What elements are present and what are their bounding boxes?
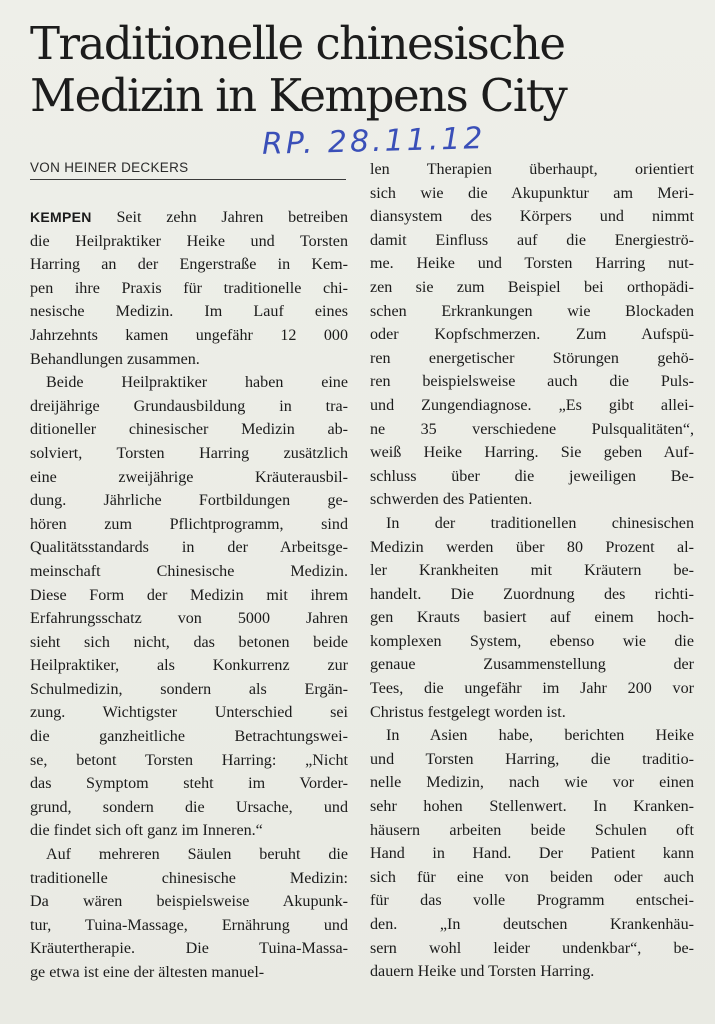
article-line: Jahrzehnts kamen ungefähr 12 000 — [30, 326, 348, 344]
article-line: Qualitätsstandards in der Arbeitsge- — [30, 539, 348, 557]
article-line: Tees, die ungefähr im Jahr 200 vor — [370, 680, 694, 698]
article-line: eine zweijährige Kräuterausbil- — [30, 468, 348, 486]
article-line: zung. Wichtigster Unterschied sei — [30, 704, 348, 722]
article-line: und Zungendiagnose. „Es gibt allei- — [370, 396, 694, 414]
article-line: Diese Form der Medizin mit ihrem — [30, 586, 348, 604]
article-line: sieht sich nicht, das betonen beide — [30, 633, 348, 651]
article-line: handelt. Die Zuordnung des richti- — [370, 585, 694, 603]
article-line: damit Einfluss auf die Energieströ- — [370, 231, 694, 249]
article-line: zen sie zum Beispiel bei orthopädi- — [370, 278, 694, 296]
article-line: pen ihre Praxis für traditionelle chi- — [30, 279, 348, 297]
headline-line-2: Medizin in Kempens City — [30, 69, 567, 122]
article-column-right — [370, 158, 694, 984]
article-line: ren energetischer Störungen gehö- — [370, 349, 694, 367]
article-line: nelle Medizin, nach wie vor einen — [370, 774, 694, 792]
article-line: tur, Tuina-Massage, Ernährung und — [30, 916, 348, 934]
article-line: sehr hohen Stellenwert. In Kranken- — [370, 798, 694, 816]
article-line: In der traditionellen chinesischen — [386, 514, 694, 532]
article-line: solviert, Torsten Harring zusätzlich — [30, 444, 348, 462]
article-line: grund, sondern die Ursache, und — [30, 798, 348, 816]
article-line: die findet sich oft ganz im Inneren.“ — [30, 822, 263, 840]
article-line: Behandlungen zusammen. — [30, 350, 200, 368]
article-line: sich für eine von beiden oder auch — [370, 868, 694, 886]
article-line: nesische Medizin. Im Lauf eines — [30, 303, 348, 321]
article-line: für das volle Programm entschei- — [370, 892, 694, 910]
article-line: Kräutertherapie. Die Tuina-Massa- — [30, 940, 348, 958]
article-line: schen Erkrankungen wie Blockaden — [370, 302, 694, 320]
article-line: weiß Heike Harring. Sie geben Auf- — [370, 444, 694, 462]
article-paragraph — [30, 206, 348, 371]
article-line: Medizin werden über 80 Prozent al- — [370, 538, 694, 556]
article-line: das Symptom steht im Vorder- — [30, 775, 348, 793]
headline-line-1: Traditionelle chinesische — [30, 17, 565, 70]
article-line: ne 35 verschiedene Pulsqualitäten“, — [370, 420, 694, 438]
article-line: traditionelle chinesische Medizin: — [30, 869, 348, 887]
article-line: In Asien habe, berichten Heike — [386, 727, 694, 745]
article-line: Heilpraktiker, als Konkurrenz zur — [30, 657, 348, 675]
article-line: sich wie die Akupunktur am Meri- — [370, 184, 694, 202]
article-line: genaue Zusammenstellung der — [370, 656, 694, 674]
article-paragraph — [30, 843, 348, 985]
article-line: diansystem des Körpers und nimmt — [370, 208, 694, 226]
article-line: meinschaft Chinesische Medizin. — [30, 562, 348, 580]
byline: VON HEINER DECKERS — [30, 160, 346, 180]
article-line: die Heilpraktiker Heike und Torsten — [30, 232, 348, 250]
article-line: KEMPEN Seit zehn Jahren betreiben — [30, 209, 348, 226]
article-line: se, betont Torsten Harring: „Nicht — [30, 751, 348, 769]
article-line: Christus festgelegt worden ist. — [370, 703, 566, 721]
article-line: sern wohl leider undenkbar“, be- — [370, 939, 694, 957]
article-line: me. Heike und Torsten Harring nut- — [370, 255, 694, 273]
article-line: Hand in Hand. Der Patient kann — [370, 845, 694, 863]
headline — [30, 18, 566, 122]
article-line: und Torsten Harring, die traditio- — [370, 750, 694, 768]
article-line: schluss über die jeweiligen Be- — [370, 467, 694, 485]
dateline: KEMPEN — [30, 209, 92, 225]
article-line: ditioneller chinesischer Medizin ab- — [30, 421, 348, 439]
article-line: dauern Heike und Torsten Harring. — [370, 963, 595, 981]
article-paragraph — [370, 724, 694, 984]
handwritten-date-annotation: RP. 28.11.12 — [261, 121, 486, 162]
article-paragraph — [370, 158, 694, 512]
article-line: Harring an der Engerstraße in Kem- — [30, 256, 348, 274]
article-line: Erfahrungsschatz von 5000 Jahren — [30, 610, 348, 628]
article-line: den. „In deutschen Krankenhäu- — [370, 916, 694, 933]
article-column-left — [30, 206, 348, 985]
article-paragraph — [370, 512, 694, 724]
article-line: ren beispielsweise auch die Puls- — [370, 373, 694, 391]
article-line: dung. Jährliche Fortbildungen ge- — [30, 492, 348, 510]
article-line: Auf mehreren Säulen beruht die — [46, 846, 348, 864]
article-line: gen Krauts basiert auf einem hoch- — [370, 609, 694, 627]
article-line: oder Kopfschmerzen. Zum Aufspü- — [370, 326, 694, 344]
article-line: Schulmedizin, sondern als Ergän- — [30, 680, 348, 698]
article-line: ler Krankheiten mit Kräutern be- — [370, 562, 694, 580]
article-line: hören zum Pflichtprogramm, sind — [30, 515, 348, 533]
article-line: Da wären beispielsweise Akupunk- — [30, 893, 348, 911]
article-line: komplexen System, ebenso wie die — [370, 632, 694, 650]
article-line: ge etwa ist eine der ältesten manuel- — [30, 964, 265, 981]
article-line: dreijährige Grundausbildung in tra- — [30, 397, 348, 415]
article-line: häusern arbeiten beide Schulen oft — [370, 821, 694, 839]
article-line: schwerden des Patienten. — [370, 491, 533, 509]
article-line: Beide Heilpraktiker haben eine — [46, 374, 348, 392]
article-line: die ganzheitliche Betrachtungswei- — [30, 728, 348, 746]
article-line: len Therapien überhaupt, orientiert — [370, 161, 694, 178]
article-paragraph — [30, 371, 348, 843]
